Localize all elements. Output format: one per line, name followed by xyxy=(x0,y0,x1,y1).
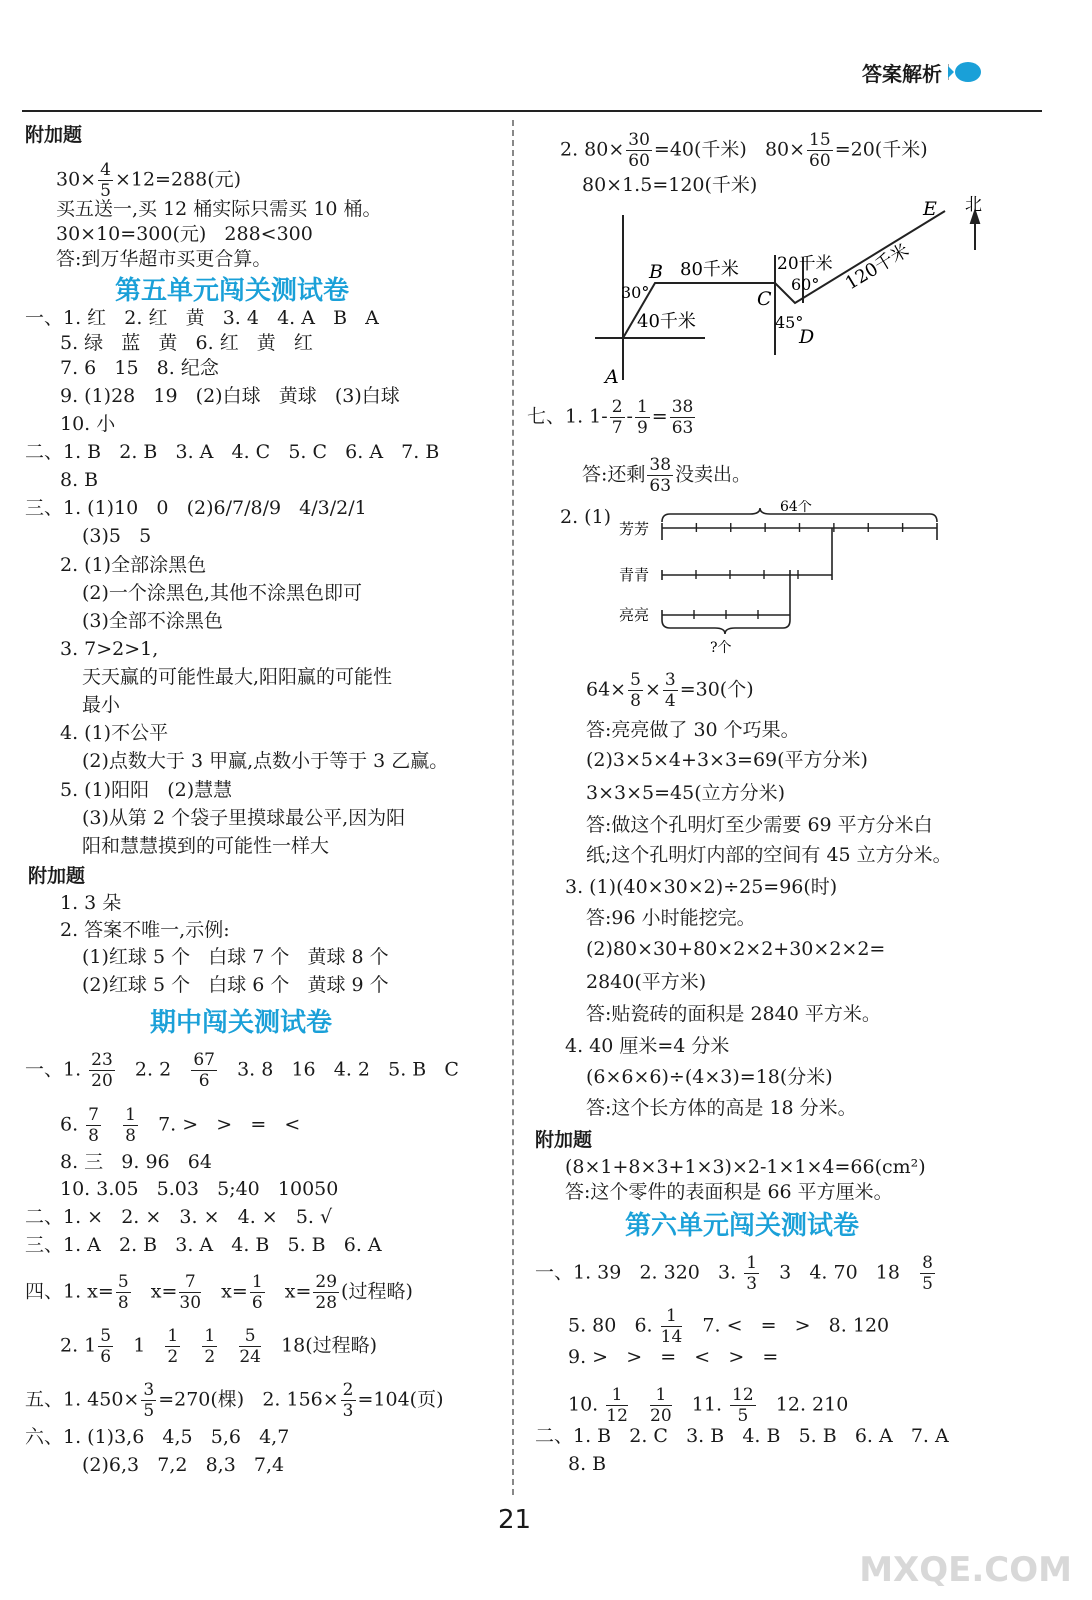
answer-line: (2)一个涂黑色,其他不涂黑色即可 xyxy=(82,582,362,604)
subsection-heading: 附加题 xyxy=(535,1129,593,1151)
fraction: $\frac{2}{7}$ xyxy=(611,397,623,438)
answer-line: (3)全部不涂黑色 xyxy=(82,610,223,632)
answer-line: 80×1.5=120(千米) xyxy=(582,174,758,196)
fraction: $\frac{1}{2}$ xyxy=(167,1326,179,1367)
answer-line: 三、1. (1)10 0 (2)6/7/8/9 4/3/2/1 xyxy=(25,497,367,519)
answer-line: 8. B xyxy=(568,1453,607,1475)
answer-line: 四、1. x= $\frac{5}{8}$ x= $\frac{7}{30}$ x= $\frac{1}{6}$ x= $\frac{29}{28}$ (过程略) xyxy=(25,1272,413,1313)
answer-line: 阳和慧慧摸到的可能性一样大 xyxy=(82,835,330,857)
fraction: $\frac{38}{63}$ xyxy=(649,455,672,496)
section-title: 第六单元闯关测试卷 xyxy=(625,1211,860,1241)
dist-de: 120千米 xyxy=(841,240,913,295)
answer-line: 10. 小 xyxy=(60,413,116,435)
answer-line: 30× $\frac{4}{5}$ ×12=288(元) xyxy=(56,160,242,201)
north-label: 北 xyxy=(965,195,982,215)
angle-c: 60° xyxy=(791,275,820,294)
answer-line: 买五送一,买 12 桶实际只需买 10 桶。 xyxy=(56,198,382,220)
fraction: $\frac{4}{5}$ xyxy=(100,160,111,201)
answer-line: 5. (1)阳阳 (2)慧慧 xyxy=(60,779,233,801)
fraction: $\frac{3}{5}$ xyxy=(143,1380,155,1421)
fish-logo-icon xyxy=(948,60,984,84)
answer-line: 答:贴瓷砖的面积是 2840 平方米。 xyxy=(586,1003,881,1025)
dist-bc: 80千米 xyxy=(680,259,739,280)
answer-line: 64× $\frac{5}{8}$ × $\frac{3}{4}$ =30(个) xyxy=(586,670,754,711)
answer-line: 2. (1)全部涂黑色 xyxy=(60,554,207,576)
dist-cd: 20千米 xyxy=(777,254,833,274)
answer-line: 七、1. 1- $\frac{2}{7}$ - $\frac{1}{9}$ = $\frac{38}{63}$ xyxy=(527,397,694,438)
answer-line: 二、1. B 2. B 3. A 4. C 5. C 6. A 7. B xyxy=(25,441,440,463)
bar-name-liangliang: 亮亮 xyxy=(619,606,650,624)
answer-line: (1)红球 5 个 白球 7 个 黄球 8 个 xyxy=(82,946,389,968)
answer-line: (2)3×5×4+3×3=69(平方分米) xyxy=(586,749,868,771)
fraction: $\frac{67}{6}$ xyxy=(193,1050,215,1091)
answer-line: 答:这个长方体的高是 18 分米。 xyxy=(586,1097,857,1119)
bar-name-fangfang: 芳芳 xyxy=(619,520,650,538)
answer-line: 3. 7>2>1, xyxy=(60,638,159,660)
fraction: $\frac{30}{60}$ xyxy=(628,130,650,171)
answer-line: (3)从第 2 个袋子里摸球最公平,因为阳 xyxy=(82,807,406,829)
answer-line: (2)80×30+80×2×2+30×2×2= xyxy=(586,938,886,960)
answer-line: 3×3×5=45(立方分米) xyxy=(586,782,786,804)
fraction: $\frac{5}{24}$ xyxy=(239,1326,261,1367)
fraction: $\frac{7}{8}$ xyxy=(88,1105,99,1146)
answer-line: 二、1. × 2. × 3. × 4. × 5. √ xyxy=(25,1206,333,1228)
fraction: $\frac{1}{6}$ xyxy=(251,1272,263,1313)
fraction: $\frac{5}{6}$ xyxy=(100,1326,112,1367)
answer-line: 答:到万华超市买更合算。 xyxy=(56,248,272,270)
fraction: $\frac{1}{20}$ xyxy=(650,1385,672,1426)
answer-line: 8. B xyxy=(60,469,99,491)
fraction: $\frac{5}{8}$ xyxy=(117,1272,129,1313)
answer-line: (6×6×6)÷(4×3)=18(分米) xyxy=(586,1066,833,1088)
answer-line: 1. 3 朵 xyxy=(60,892,122,914)
header-rule xyxy=(22,110,1042,112)
answer-line: (2)点数大于 3 甲赢,点数小于等于 3 乙赢。 xyxy=(82,750,449,772)
answer-line: (3)5 5 xyxy=(82,525,152,547)
answer-line: 10. $\frac{1}{12}$ $\frac{1}{20}$ 11. $\frac{12}{5}$ 12. 210 xyxy=(568,1385,849,1426)
answer-line: 六、1. (1)3,6 4,5 5,6 4,7 xyxy=(25,1426,290,1448)
fraction: $\frac{29}{28}$ xyxy=(315,1272,338,1313)
answer-line: 3. (1)(40×30×2)÷25=96(时) xyxy=(565,876,838,898)
column-divider xyxy=(512,120,514,1495)
answer-line: 2. 80× $\frac{30}{60}$ =40(千米) 80× $\frac{15}{60}$ =20(千米) xyxy=(560,130,928,171)
answer-line: 答:96 小时能挖完。 xyxy=(586,907,756,929)
answer-line: 2. 答案不唯一,示例: xyxy=(60,919,230,941)
fraction: $\frac{3}{4}$ xyxy=(664,670,676,711)
answer-line: 7. 6 15 8. 纪念 xyxy=(60,357,219,379)
point-B: B xyxy=(649,261,663,283)
answer-line: 答:做这个孔明灯至少需要 69 平方分米白 xyxy=(586,814,933,836)
answer-line: 2. (1) xyxy=(560,506,612,528)
bar-total-label: 64个 xyxy=(780,500,812,515)
fraction: $\frac{1}{8}$ xyxy=(125,1105,136,1146)
answer-line: 最小 xyxy=(82,694,121,716)
answer-line: 答:亮亮做了 30 个巧果。 xyxy=(586,719,800,741)
fraction: $\frac{15}{60}$ xyxy=(809,130,831,171)
angle-b: 30° xyxy=(621,283,650,302)
point-D: D xyxy=(799,326,815,348)
answer-line: 五、1. 450× $\frac{3}{5}$ =270(棵) 2. 156× $\frac{2}{3}$ =104(页) xyxy=(25,1380,444,1421)
answer-line: 三、1. A 2. B 3. A 4. B 5. B 6. A xyxy=(25,1234,382,1256)
segment-diagram xyxy=(615,500,945,655)
answer-line: 答:这个零件的表面积是 66 平方厘米。 xyxy=(565,1181,893,1203)
fraction: $\frac{1}{9}$ xyxy=(636,397,648,438)
answer-line: 4. 40 厘米=4 分米 xyxy=(565,1035,730,1057)
fraction: $\frac{1}{12}$ xyxy=(606,1385,628,1426)
answer-line: 9. (1)28 19 (2)白球 黄球 (3)白球 xyxy=(60,385,400,407)
bar-name-qingqing: 青青 xyxy=(619,566,650,584)
answer-line: 一、1. 39 2. 320 3. $\frac{1}{3}$ 3 4. 70 18 $\frac{8}{5}$ xyxy=(535,1253,933,1294)
answer-line: 一、1. $\frac{23}{20}$ 2. 2 $\frac{67}{6}$ 3. 8 16 4. 2 5. B C xyxy=(25,1050,459,1091)
answer-line: 答:还剩 $\frac{38}{63}$ 没卖出。 xyxy=(582,455,752,496)
point-C: C xyxy=(757,288,772,310)
answer-line: (2)红球 5 个 白球 6 个 黄球 9 个 xyxy=(82,974,389,996)
section-title: 第五单元闯关测试卷 xyxy=(115,276,350,306)
answer-line: 10. 3.05 5.03 5;40 10050 xyxy=(60,1178,339,1200)
watermark: MXQE.COM xyxy=(859,1550,1072,1590)
fraction: $\frac{1}{14}$ xyxy=(660,1306,683,1347)
header-title: 答案解析 xyxy=(862,62,942,86)
answer-line: 5. 绿 蓝 黄 6. 红 黄 红 xyxy=(60,332,313,354)
answer-line: 9. > > = < > = xyxy=(568,1346,779,1368)
subsection-heading: 附加题 xyxy=(28,865,86,887)
answer-line: 2. 1 $\frac{5}{6}$ 1 $\frac{1}{2}$ $\frac{1}{2}$ $\frac{5}{24}$ 18(过程略) xyxy=(60,1326,378,1367)
fraction: $\frac{12}{5}$ xyxy=(732,1385,754,1426)
answer-line: 8. 三 9. 96 64 xyxy=(60,1151,212,1173)
fraction: $\frac{2}{3}$ xyxy=(342,1380,354,1421)
bar-question-label: ?个 xyxy=(710,640,732,655)
answer-line: 4. (1)不公平 xyxy=(60,722,169,744)
point-A: A xyxy=(605,366,619,388)
fraction: $\frac{8}{5}$ xyxy=(922,1253,933,1294)
answer-line: (8×1+8×3+1×3)×2-1×1×4=66(cm²) xyxy=(565,1156,926,1178)
fraction: $\frac{1}{3}$ xyxy=(746,1253,758,1294)
fraction: $\frac{5}{8}$ xyxy=(630,670,641,711)
fraction: $\frac{23}{20}$ xyxy=(91,1050,113,1091)
answer-line: 二、1. B 2. C 3. B 4. B 5. B 6. A 7. A xyxy=(535,1425,949,1447)
answer-line: 6. $\frac{7}{8}$ $\frac{1}{8}$ 7. > > = < xyxy=(60,1105,301,1146)
answer-line: (2)6,3 7,2 8,3 7,4 xyxy=(82,1454,285,1476)
subsection-heading: 附加题 xyxy=(25,124,83,146)
answer-line: 5. 80 6. $\frac{1}{14}$ 7. < = > 8. 120 xyxy=(568,1306,890,1347)
answer-line: 2840(平方米) xyxy=(586,971,707,993)
answer-line: 一、1. 红 2. 红 黄 3. 4 4. A B A xyxy=(25,307,379,329)
angle-d: 45° xyxy=(775,313,804,332)
route-map-diagram xyxy=(595,195,995,390)
point-E: E xyxy=(923,198,937,220)
page-number: 21 xyxy=(498,1505,532,1535)
fraction: $\frac{38}{63}$ xyxy=(671,397,694,438)
answer-line: 30×10=300(元) 288<300 xyxy=(56,223,313,245)
section-title: 期中闯关测试卷 xyxy=(150,1008,333,1038)
fraction: $\frac{7}{30}$ xyxy=(179,1272,202,1313)
answer-line: 纸;这个孔明灯内部的空间有 45 立方分米。 xyxy=(586,844,952,866)
dist-ab: 40千米 xyxy=(637,311,696,332)
fraction: $\frac{1}{2}$ xyxy=(204,1326,216,1367)
answer-line: 天天赢的可能性最大,阳阳赢的可能性 xyxy=(82,666,393,688)
